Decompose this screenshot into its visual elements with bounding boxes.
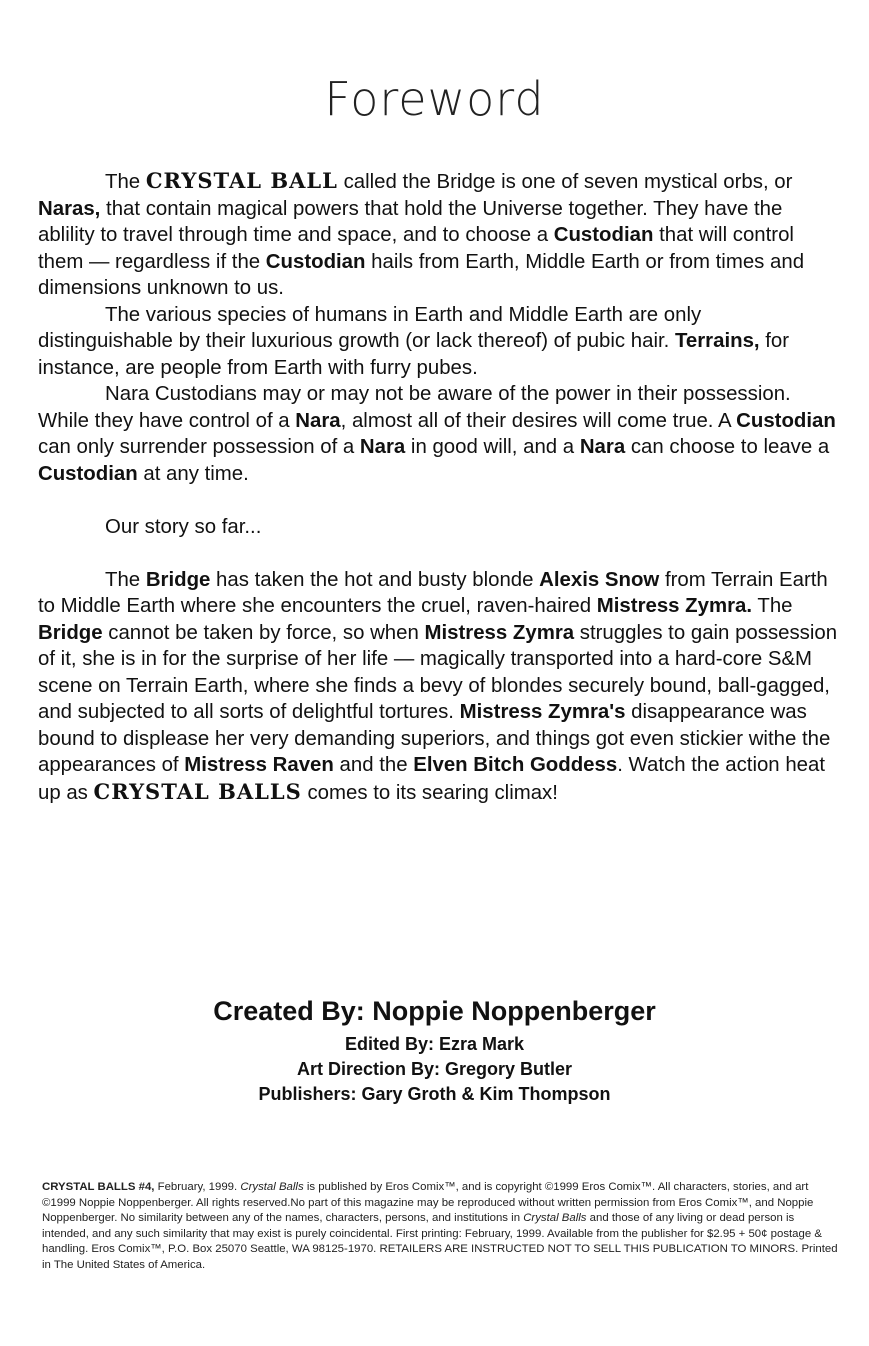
paragraph-intro <box>38 168 838 302</box>
text-run: that contain magical powers that hold the Universe together. They have the ablility to travel through time and space, and to choose a <box>38 197 783 246</box>
paragraph-story-so-far <box>38 514 838 541</box>
text-run: . Watch the action heat up as <box>38 754 826 804</box>
italic-text: Crystal Balls <box>523 1212 587 1224</box>
text-run: called the Bridge is one of seven mystical orbs, or <box>337 171 793 193</box>
title-logo-text: CRYSTAL BALL <box>145 168 338 193</box>
created-by: Created By: Noppie Noppenberger <box>213 996 656 1026</box>
text-run: is published by Eros Comix™, and is copyright ©1999 Eros Comix™. All characters, stories, and art ©1999 Noppie Noppenberger. All rights reserved.No part of this magazine may be reproduced without written permission from Eros Comix™, and Noppie Noppenberger. No similarity between any of the names, characters, persons, and institutions in <box>42 1181 814 1224</box>
bold-text: Nara <box>295 409 341 432</box>
art-direction-by: Art Direction By: Gregory Butler <box>296 1059 573 1079</box>
bold-text: Mistress Zymra's <box>459 701 626 723</box>
text-run: February, 1999. <box>154 1181 241 1193</box>
text-run: struggles to gain possession of it, she is in for the surprise of her life — magically transported into a hard-core S&M scene on Terrain Earth, where she finds a bevy of blondes securely bound, ball-gagged, and subjected to all sorts of delightful tortures. <box>38 621 838 723</box>
text-run: Our story so far... <box>105 515 262 538</box>
text-run: can only surrender possession of a <box>38 436 360 458</box>
text-run: hails from Earth, Middle Earth or from times and dimensions unknown to us. <box>38 250 805 299</box>
text-run: can choose to leave a <box>625 436 830 458</box>
page-title: Foreword <box>324 72 545 126</box>
bold-text: Custodian <box>265 250 366 273</box>
bold-text: Naras, <box>38 197 101 220</box>
credits-block <box>0 996 869 1108</box>
bold-text: Alexis Snow <box>539 568 660 591</box>
legal-notice <box>42 1180 842 1273</box>
text-run: Nara Custodians may or may not be aware of the power in their possession. While they have control of a <box>38 383 791 432</box>
text-run: The various species of humans in Earth and Middle Earth are only distinguishable by their luxurious growth (or lack thereof) of pubic hair. <box>38 303 702 352</box>
paragraph-synopsis <box>38 567 838 807</box>
text-run: disappearance was bound to displease her very demanding superiors, and things got even stickier withe the appearances of <box>38 701 831 776</box>
bold-text: Mistress Zymra. <box>596 595 753 617</box>
bold-text: Mistress Raven <box>184 754 334 776</box>
foreword-body <box>38 168 838 806</box>
bold-text: Custodian <box>736 409 836 432</box>
bold-text: Elven Bitch Goddess <box>413 754 618 776</box>
bold-text: Custodian <box>553 224 654 246</box>
text-run: cannot be taken by force, so when <box>102 621 425 644</box>
paragraph-custodians <box>38 381 838 487</box>
bold-text: Nara <box>579 436 626 458</box>
text-run: The <box>105 171 146 193</box>
text-run: in good will, and a <box>405 436 580 458</box>
publishers: Publishers: Gary Groth & Kim Thompson <box>258 1084 611 1104</box>
text-run: for instance, are people from Earth with furry pubes. <box>38 330 790 379</box>
bold-text: Bridge <box>38 621 103 644</box>
bold-text: Bridge <box>145 568 211 591</box>
paragraph-species <box>38 302 838 382</box>
text-run: comes to its searing climax! <box>301 781 558 804</box>
text-run: The <box>105 568 146 591</box>
bold-text: CRYSTAL BALLS #4, <box>42 1181 155 1193</box>
bold-text: Terrains, <box>674 330 760 352</box>
text-run: and the <box>333 754 414 776</box>
title-logo-text: CRYSTAL BALLS <box>93 778 302 804</box>
italic-text: Crystal Balls <box>240 1181 304 1193</box>
edited-by: Edited By: Ezra Mark <box>344 1034 525 1054</box>
bold-text: Custodian <box>38 462 138 485</box>
text-run: has taken the hot and busty blonde <box>210 568 540 591</box>
text-run: at any time. <box>137 462 249 485</box>
bold-text: Mistress Zymra <box>424 621 575 644</box>
text-run: that will control them — regardless if the <box>38 224 794 273</box>
text-run: , almost all of their desires will come true. A <box>340 409 737 432</box>
text-run: from Terrain Earth to Middle Earth where she encounters the cruel, raven-haired <box>38 568 828 617</box>
bold-text: Nara <box>359 436 406 458</box>
text-run: and those of any living or dead person is intended, and any such similarity that may exist is purely coincidental. First printing: February, 1999. Available from the publisher for $2.95 + 50¢ postage & handling. Eros Comix™, P.O. Box 25070 Seattle, WA 98125-1970. RETAILERS ARE INSTRUCTED NOT TO SELL THIS PUBLICATION TO MINORS. Printed in The United States of America. <box>42 1212 838 1271</box>
text-run: The <box>752 595 793 617</box>
